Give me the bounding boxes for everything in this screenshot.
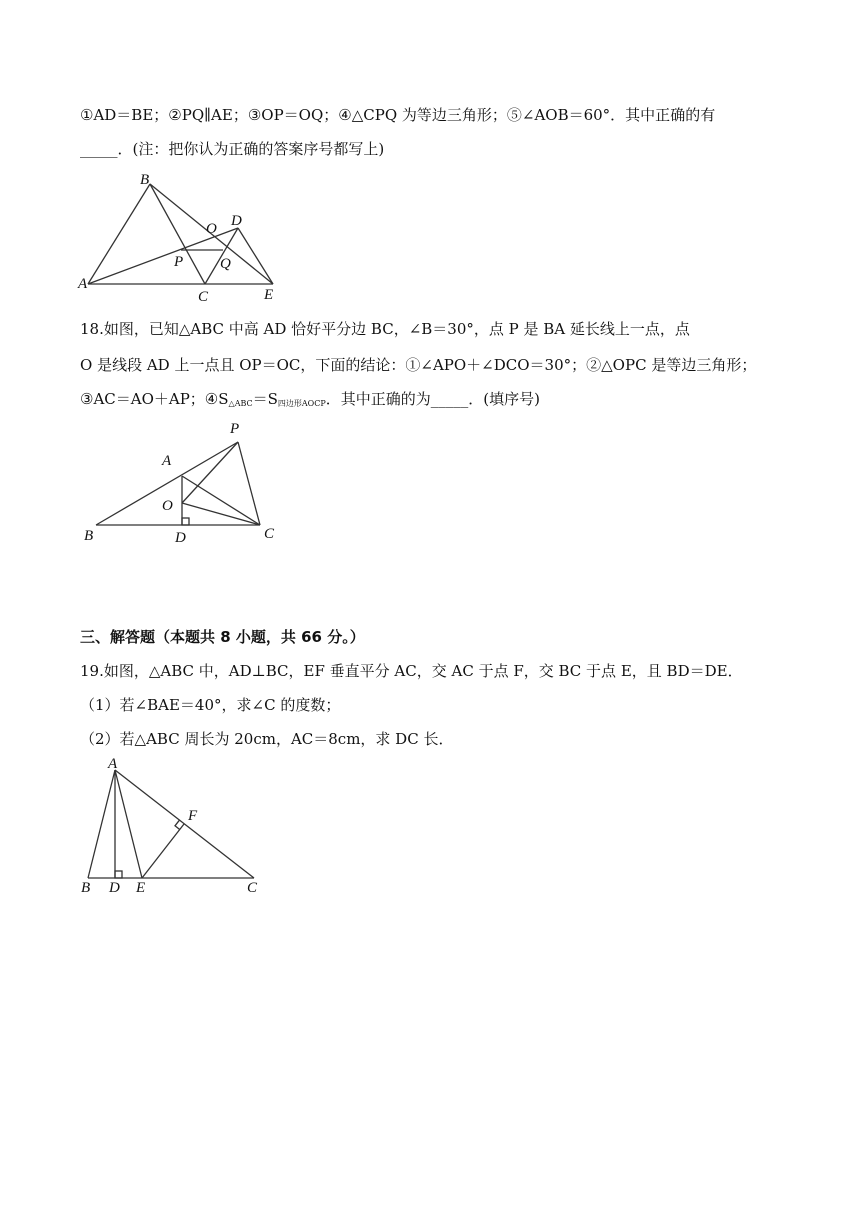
- q18-sub-triangle: △ABC: [228, 399, 253, 408]
- q18-label-A: A: [162, 453, 172, 469]
- q17-instruction: _____．(注：把你认为正确的答案序号都写上): [80, 140, 385, 158]
- q18-line3: ③AC＝AO＋AP；$④S_{\triangle ABC}=S_{四边形AOCP}$．其中正确的为_____．(填序号): [80, 390, 540, 408]
- q19-stem: 19.如图，△ABC 中，AD⊥BC，EF 垂直平分 AC，交 AC 于点 F，交 BC 于点 E，且 BD＝DE．: [80, 662, 743, 680]
- q19-part2: （2）若△ABC 周长为 20cm，AC＝8cm，求 DC 长．: [80, 730, 454, 748]
- q17-label-P: P: [174, 254, 184, 270]
- q19-line-AC: [115, 770, 254, 878]
- q17-line-DE: [238, 228, 273, 284]
- q17-label-D: D: [231, 213, 242, 229]
- q17-figure: [78, 168, 288, 308]
- q18-sub-quadrilateral: 四边形AOCP: [277, 399, 326, 408]
- q17-label-C: C: [198, 289, 209, 305]
- q19-line-AB: [88, 770, 115, 878]
- q17-statements: ①AD＝BE；②PQ∥AE；③OP＝OQ；④△CPQ 为等边三角形；⑤∠AOB＝60°．其中正确的有: [80, 106, 716, 124]
- q17-label-B: B: [140, 172, 150, 188]
- q17-label-E: E: [264, 287, 274, 303]
- q18-label-D: D: [175, 530, 186, 546]
- q19-label-A: A: [108, 756, 118, 772]
- q19-label-F: F: [188, 808, 198, 824]
- q18-label-O: O: [162, 498, 173, 514]
- q19-part1: （1）若∠BAE＝40°，求∠C 的度数；: [80, 696, 341, 714]
- q19-right-angle-D: [115, 871, 122, 878]
- q19-right-angle-F: [175, 820, 180, 829]
- q18-label-P: P: [230, 421, 240, 437]
- q17-label-O: O: [206, 221, 217, 237]
- q17-line-AB: [88, 184, 150, 284]
- q18-label-B: B: [84, 528, 94, 544]
- q19-line-EF: [142, 824, 184, 878]
- q18-right-angle: [182, 518, 189, 525]
- q19-label-E: E: [136, 880, 146, 896]
- q19-label-D: D: [109, 880, 120, 896]
- q18-label-C: C: [264, 526, 275, 542]
- q17-label-Q: Q: [220, 256, 231, 272]
- q19-line-AE: [115, 770, 142, 878]
- q19-label-B: B: [81, 880, 91, 896]
- q17-label-A: A: [78, 276, 88, 292]
- q18-line2: O 是线段 AD 上一点且 OP＝OC，下面的结论：①∠APO＋∠DCO＝30°；②△OPC 是等边三角形；: [80, 356, 757, 374]
- q18-figure: [78, 418, 298, 548]
- q18-line-OC: [182, 503, 260, 525]
- section-heading: 三、解答题（本题共 8 小题，共 66 分。）: [80, 628, 365, 646]
- q18-line1: 18.如图，已知△ABC 中高 AD 恰好平分边 BC，∠B＝30°，点 P 是 BA 延长线上一点，点: [80, 320, 690, 338]
- q19-label-C: C: [247, 880, 258, 896]
- q19-figure: [78, 758, 268, 898]
